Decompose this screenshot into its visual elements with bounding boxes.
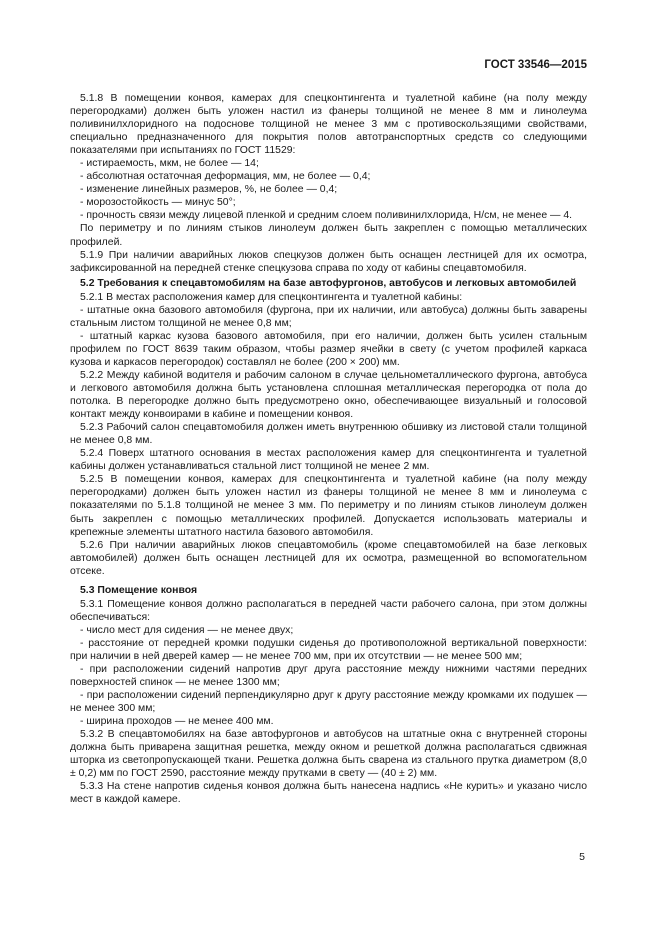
paragraph-5-1-9: 5.1.9 При наличии аварийных люков спецкузов должен быть оснащен лестницей для их осмотра, зафиксированной на передней стенке спецкузова справа по ходу от кабины спецавтомобиля. (70, 249, 587, 274)
page-number: 5 (579, 851, 585, 863)
paragraph-5-3-2: 5.3.2 В спецавтомобилях на базе автофургонов и автобусов на штатные окна с внутренней стороны должна быть приварена защитная решетка, между окном и решеткой должна располагаться сдвижная шторка из светопропускающей ткани. Решетка должна быть сварена из стального прутка диаметром (8,0 ± 0,2) мм по ГОСТ 2590, расстояние между прутками в свету — (40 ± 2) мм. (70, 729, 587, 780)
list-item: - морозостойкость — минус 50°; (80, 197, 236, 209)
paragraph-5-3-3: 5.3.3 На стене напротив сиденья конвоя должна быть нанесена надпись «Не курить» и указано число мест в каждой камере. (70, 781, 587, 806)
section-heading-5-3: 5.3 Помещение конвоя (80, 584, 198, 596)
list-item: - при расположении сидений перпендикулярно друг к другу расстояние между кромками их подушек — не менее 300 мм; (70, 690, 587, 715)
document-header: ГОСТ 33546—2015 (484, 59, 587, 71)
list-item: - истираемость, мкм, не более — 14; (80, 158, 259, 170)
section-heading-5-2: 5.2 Требования к спецавтомобилям на базе автофургонов, автобусов и легковых автомобилей (80, 277, 577, 289)
list-item: - при расположении сидений напротив друг друга расстояние между нижними частями передних поверхностей спинок — не менее 1300 мм; (70, 664, 587, 689)
list-item: - ширина проходов — не менее 400 мм. (80, 716, 274, 728)
paragraph-5-2-6: 5.2.6 При наличии аварийных люков спецавтомобиль (кроме спецавтомобилей на базе легковых автомобилей) должен быть оснащен лестницей для их осмотра, размещенной во вспомогательном отсеке. (70, 539, 587, 577)
paragraph-5-2-2: 5.2.2 Между кабиной водителя и рабочим салоном в случае цельнометаллического фургона, автобуса и легкового автомобиля должна быть установлена сплошная металлическая перегородка от пола до потолка. В перегородке должно быть предусмотрено окно, обеспечивающее визуальный и голосовой контакт между конвоирами в кабине и помещении конвоя. (70, 369, 587, 421)
paragraph-5-2-1: 5.2.1 В местах расположения камер для спецконтингента и туалетной кабины: (80, 291, 463, 303)
list-item: - прочность связи между лицевой пленкой и средним слоем поливинилхлорида, Н/см, не менее — 4. (80, 210, 573, 222)
paragraph-5-2-4: 5.2.4 Поверх штатного основания в местах расположения камер для спецконтингента и туалетной кабины должен устанавливаться стальной лист толщиной не менее 2 мм. (70, 448, 587, 473)
document-body (70, 92, 587, 807)
paragraph-5-2-5: 5.2.5 В помещении конвоя, камерах для спецконтингента и туалетной кабине (на полу между перегородками) должен быть уложен настил из фанеры толщиной не менее 8 мм и линолеума с показателями по 5.1.8 толщиной не менее 3 мм. По периметру и по линиям стыков линолеум должен быть закреплен с помощью металлических профилей. Допускается использовать материалы и крепежные элементы штатного настила базового автомобиля. (70, 474, 587, 538)
paragraph-5-2-3: 5.2.3 Рабочий салон спецавтомобиля должен иметь внутреннюю обшивку из листовой стали толщиной не менее 0,8 мм. (70, 422, 587, 447)
paragraph-5-3-1: 5.3.1 Помещение конвоя должно располагаться в передней части рабочего салона, при этом должны обеспечиваться: (70, 598, 587, 623)
list-item: - изменение линейных размеров, %, не более — 0,4; (80, 184, 338, 196)
paragraph-5-1-8: 5.1.8 В помещении конвоя, камерах для спецконтингента и туалетной кабине (на полу между перегородками) должен быть уложен настил из фанеры толщиной не менее 8 мм и линолеума поливинилхлоридного на подоснове толщиной не менее 3 мм с противоскользящими свойствами, специально предназначенного для покрытия полов автотранспортных средств со следующими показателями при испытаниях по ГОСТ 11529: (70, 93, 587, 157)
list-item: - штатный каркас кузова базового автомобиля, при его наличии, должен быть усилен стальным профилем по ГОСТ 8639 таким образом, чтобы размер ячейки в свету (с учетом профилей каркаса кузова и каркасов перегородок) составлял не более (200 × 200) мм. (70, 330, 587, 368)
paragraph: По периметру и по линиям стыков линолеум должен быть закреплен с помощью металлических профилей. (70, 223, 587, 248)
list-item: - штатные окна базового автомобиля (фургона, при их наличии, или автобуса) должны быть заварены стальным листом толщиной не менее 0,8 мм; (70, 304, 587, 329)
list-item: - число мест для сидения — не менее двух; (80, 624, 294, 636)
list-item: - расстояние от передней кромки подушки сиденья до противоположной вертикальной поверхности: при наличии в ней дверей камер — не менее 700 мм, при их отсутствии — не менее 500 мм; (70, 637, 587, 662)
list-item: - абсолютная остаточная деформация, мм, не более — 0,4; (80, 171, 371, 183)
